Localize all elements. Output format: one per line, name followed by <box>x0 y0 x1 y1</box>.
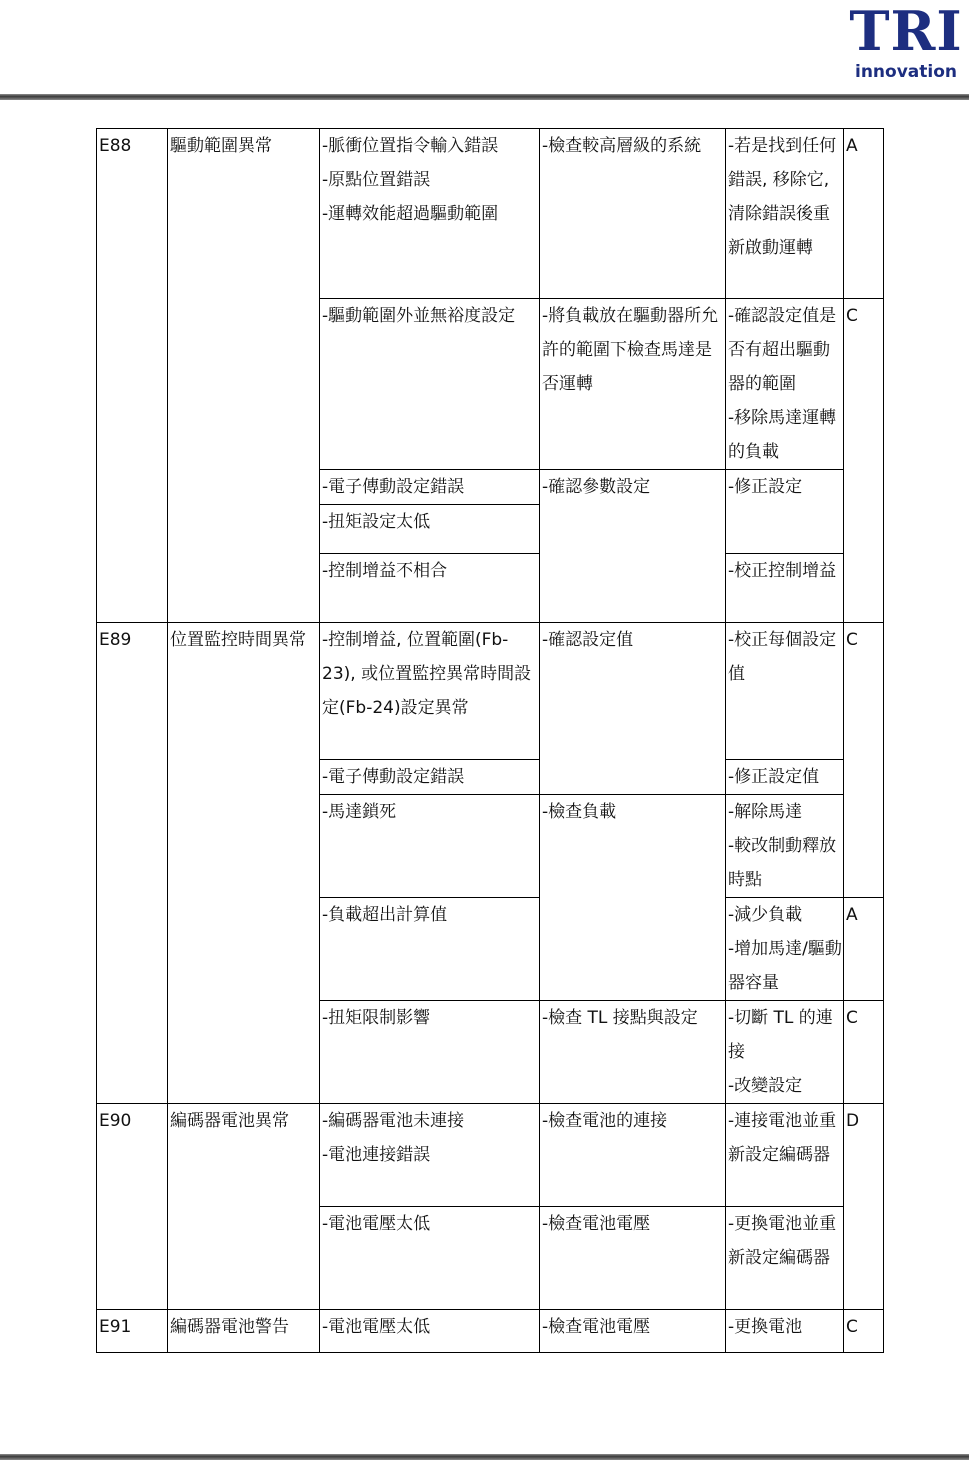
error-check: -確認參數設定 <box>540 470 726 623</box>
error-remedy: -切斷 TL 的連接 -改變設定 <box>726 1001 844 1104</box>
error-check: -檢查電池電壓 <box>540 1207 726 1310</box>
footer-rule <box>0 1454 969 1460</box>
header-rule <box>0 94 969 100</box>
error-remedy: -校正每個設定值 <box>726 623 844 760</box>
error-cause: -扭矩限制影響 <box>320 1001 540 1104</box>
error-cause: -編碼器電池未連接 -電池連接錯誤 <box>320 1104 540 1207</box>
error-cause: -電池電壓太低 <box>320 1207 540 1310</box>
error-class: D <box>844 1104 884 1310</box>
error-check: -檢查電池電壓 <box>540 1310 726 1353</box>
error-name: 位置監控時間異常 <box>168 623 320 1104</box>
error-check: -檢查負載 <box>540 795 726 1001</box>
error-remedy: -更換電池並重新設定編碼器 <box>726 1207 844 1310</box>
error-cause: -扭矩設定太低 <box>320 505 540 554</box>
error-remedy: -更換電池 <box>726 1310 844 1353</box>
error-check: -確認設定值 <box>540 623 726 795</box>
error-cause: -脈衝位置指令輸入錯誤 -原點位置錯誤 -運轉效能超過驅動範圍 <box>320 129 540 299</box>
error-class: C <box>844 299 884 623</box>
error-name: 編碼器電池警告 <box>168 1310 320 1353</box>
error-code: E91 <box>97 1310 168 1353</box>
error-code: E88 <box>97 129 168 623</box>
error-class: A <box>844 129 884 299</box>
error-check: -檢查較高層級的系統 <box>540 129 726 299</box>
error-remedy: -修正設定值 <box>726 760 844 795</box>
error-code: E89 <box>97 623 168 1104</box>
error-cause: -控制增益, 位置範圍(Fb-23), 或位置監控異常時間設定(Fb-24)設定異常 <box>320 623 540 760</box>
error-cause: -負載超出計算值 <box>320 898 540 1001</box>
error-cause: -電池電壓太低 <box>320 1310 540 1353</box>
table-row <box>97 623 884 760</box>
error-remedy: -解除馬達 -較改制動釋放時點 <box>726 795 844 898</box>
error-class: A <box>844 898 884 1001</box>
logo-subtitle: innovation <box>855 62 957 82</box>
error-remedy: -若是找到任何錯誤, 移除它, 清除錯誤後重新啟動運轉 <box>726 129 844 299</box>
error-remedy: -確認設定值是否有超出驅動器的範圍 -移除馬達運轉的負載 <box>726 299 844 470</box>
error-code-table <box>96 128 884 1353</box>
error-code: E90 <box>97 1104 168 1310</box>
error-cause: -馬達鎖死 <box>320 795 540 898</box>
error-class: C <box>844 1001 884 1104</box>
error-cause: -電子傳動設定錯誤 <box>320 470 540 505</box>
error-cause: -控制增益不相合 <box>320 554 540 623</box>
error-check: -檢查電池的連接 <box>540 1104 726 1207</box>
error-check: -將負載放在驅動器所允許的範圍下檢查馬達是否運轉 <box>540 299 726 470</box>
error-class: C <box>844 623 884 898</box>
error-remedy: -修正設定 <box>726 470 844 554</box>
error-cause: -驅動範圍外並無裕度設定 <box>320 299 540 470</box>
error-check: -檢查 TL 接點與設定 <box>540 1001 726 1104</box>
table-row <box>97 1310 884 1353</box>
error-remedy: -校正控制增益 <box>726 554 844 623</box>
error-name: 驅動範圍異常 <box>168 129 320 623</box>
error-cause: -電子傳動設定錯誤 <box>320 760 540 795</box>
error-name: 編碼器電池異常 <box>168 1104 320 1310</box>
error-class: C <box>844 1310 884 1353</box>
error-remedy: -連接電池並重新設定編碼器 <box>726 1104 844 1207</box>
error-remedy: -減少負載 -增加馬達/驅動器容量 <box>726 898 844 1001</box>
table-row <box>97 129 884 299</box>
table-row <box>97 1104 884 1207</box>
company-logo <box>847 2 965 86</box>
logo-mark: TRI <box>849 0 963 63</box>
